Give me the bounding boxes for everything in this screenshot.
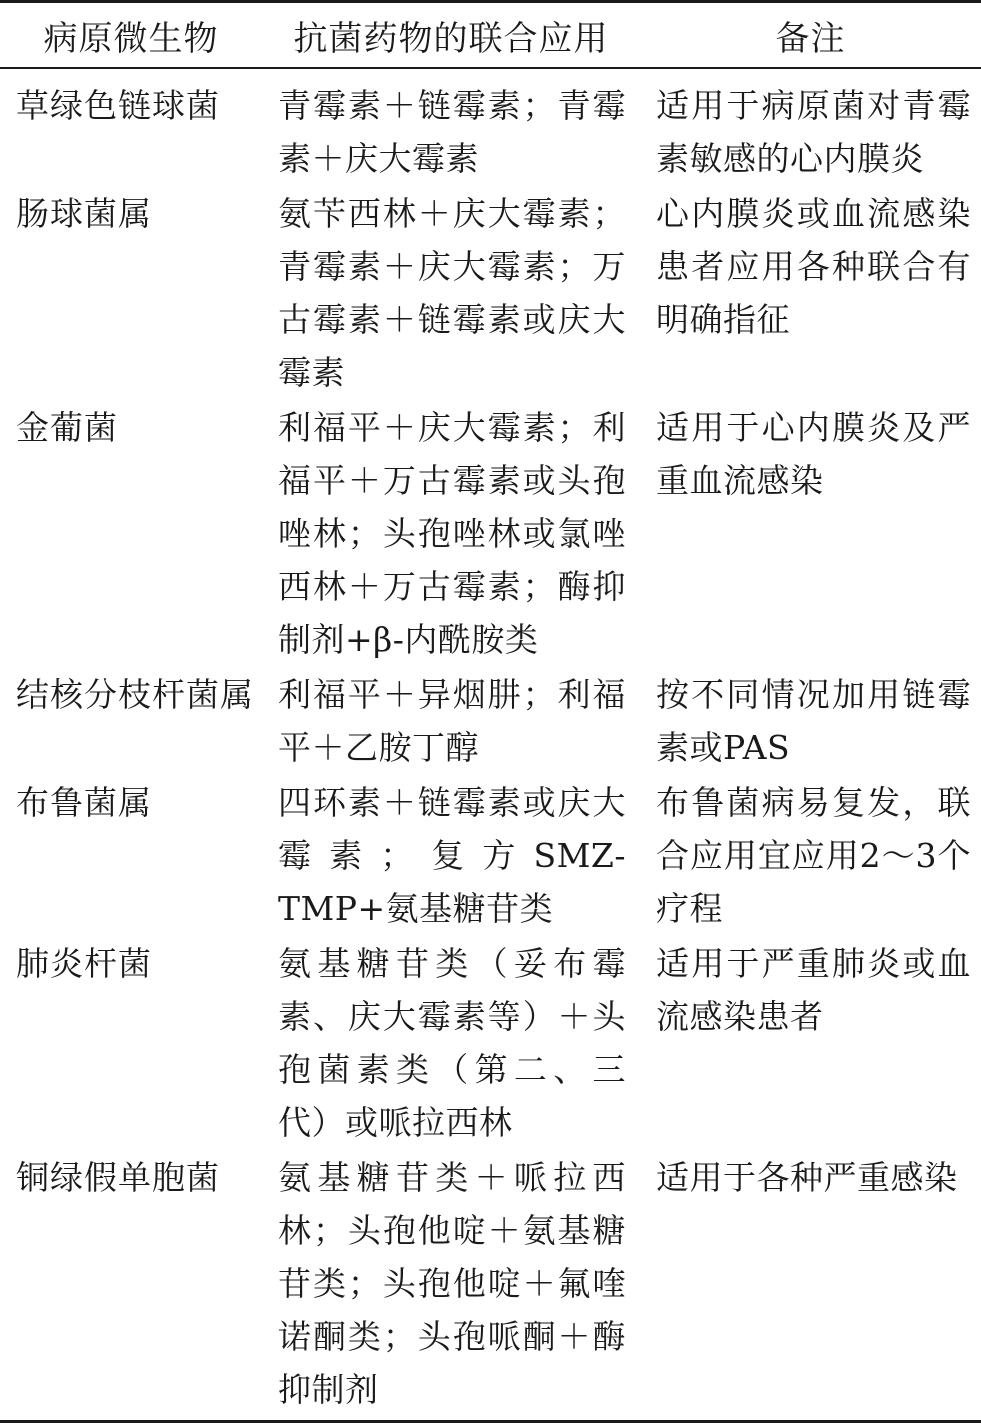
- header-row: [0, 2, 981, 69]
- pathogen-cell: 布鲁菌属: [16, 783, 152, 822]
- note-cell: 适用于心内膜炎及严重血流感染: [656, 408, 971, 500]
- pathogen-cell: 肠球菌属: [16, 194, 152, 233]
- table-row: [0, 936, 981, 1150]
- table-row: [0, 775, 981, 936]
- combination-cell: 四环素＋链霉素或庆大霉素；复方SMZ-TMP+氨基糖苷类: [278, 783, 626, 928]
- table-body: [0, 68, 981, 1422]
- combination-cell: 利福平＋异烟肼；利福平＋乙胺丁醇: [278, 675, 626, 767]
- combination-cell: 利福平＋庆大霉素；利福平＋万古霉素或头孢唑林；头孢唑林或氯唑西林＋万古霉素；酶抑制剂+β-内酰胺类: [278, 408, 626, 659]
- pathogen-cell: 结核分枝杆菌属: [16, 675, 254, 714]
- pathogen-cell: 铜绿假单胞菌: [0, 1150, 262, 1422]
- combination-cell: 氨基糖苷类（妥布霉素、庆大霉素等）＋头孢菌素类（第二、三代）或哌拉西林: [278, 944, 626, 1142]
- pathogen-cell: 金葡菌: [16, 408, 118, 447]
- header-pathogen: 病原微生物: [0, 2, 262, 69]
- table-row: [0, 400, 981, 667]
- pathogen-cell: 草绿色链球菌: [16, 86, 220, 125]
- table-row: [0, 1150, 981, 1422]
- combination-cell: 氨基糖苷类＋哌拉西林；头孢他啶＋氨基糖苷类；头孢他啶＋氟喹诺酮类；头孢哌酮＋酶抑制剂: [262, 1150, 640, 1422]
- header-combination: 抗菌药物的联合应用: [262, 2, 640, 69]
- table-header: [0, 2, 981, 69]
- note-cell: 心内膜炎或血流感染患者应用各种联合有明确指征: [656, 194, 971, 339]
- table-row: [0, 667, 981, 775]
- combination-cell: 氨苄西林＋庆大霉素；青霉素＋庆大霉素；万古霉素＋链霉素或庆大霉素: [278, 194, 626, 392]
- table-row: [0, 186, 981, 400]
- note-cell: 按不同情况加用链霉素或PAS: [656, 675, 971, 767]
- pathogen-cell: 肺炎杆菌: [16, 944, 152, 983]
- combination-cell: 青霉素＋链霉素；青霉素＋庆大霉素: [278, 86, 626, 178]
- header-note: 备注: [640, 2, 981, 69]
- note-cell: 适用于病原菌对青霉素敏感的心内膜炎: [656, 86, 971, 178]
- note-cell: 适用于严重肺炎或血流感染患者: [656, 944, 971, 1036]
- table-row: [0, 68, 981, 186]
- note-cell: 布鲁菌病易复发，联合应用宜应用2～3个疗程: [656, 783, 971, 928]
- note-cell: 适用于各种严重感染: [640, 1150, 981, 1422]
